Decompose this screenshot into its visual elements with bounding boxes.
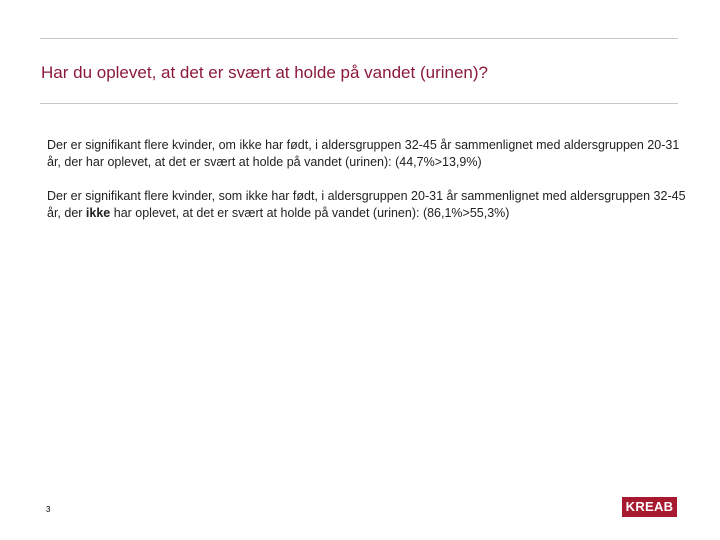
finding-2-emphasis: ikke — [85, 206, 111, 220]
top-divider — [40, 38, 678, 39]
kreab-logo: KREAB — [622, 497, 677, 517]
finding-paragraph-2 — [47, 188, 687, 222]
finding-2-text-start: Der er signifikant flere kvinder, som ikke har født, i aldersgruppen 20-31 år sammenlignet med aldersgruppen 32-45 år, der — [47, 189, 686, 220]
slide-title: Har du oplevet, at det er svært at holde på vandet (urinen)? — [41, 63, 488, 82]
title-divider — [40, 103, 678, 104]
finding-2-text-end: har oplevet, at det er svært at holde på vandet (urinen): (86,1%>55,3%) — [110, 206, 510, 220]
finding-paragraph-1: Der er signifikant flere kvinder, om ikke har født, i aldersgruppen 32-45 år sammenlignet med aldersgruppen 20-31 år, der har oplevet, at det er svært at holde på vandet (urinen): (44,7%>13,9%) — [47, 138, 680, 169]
page-number: 3 — [46, 505, 51, 514]
